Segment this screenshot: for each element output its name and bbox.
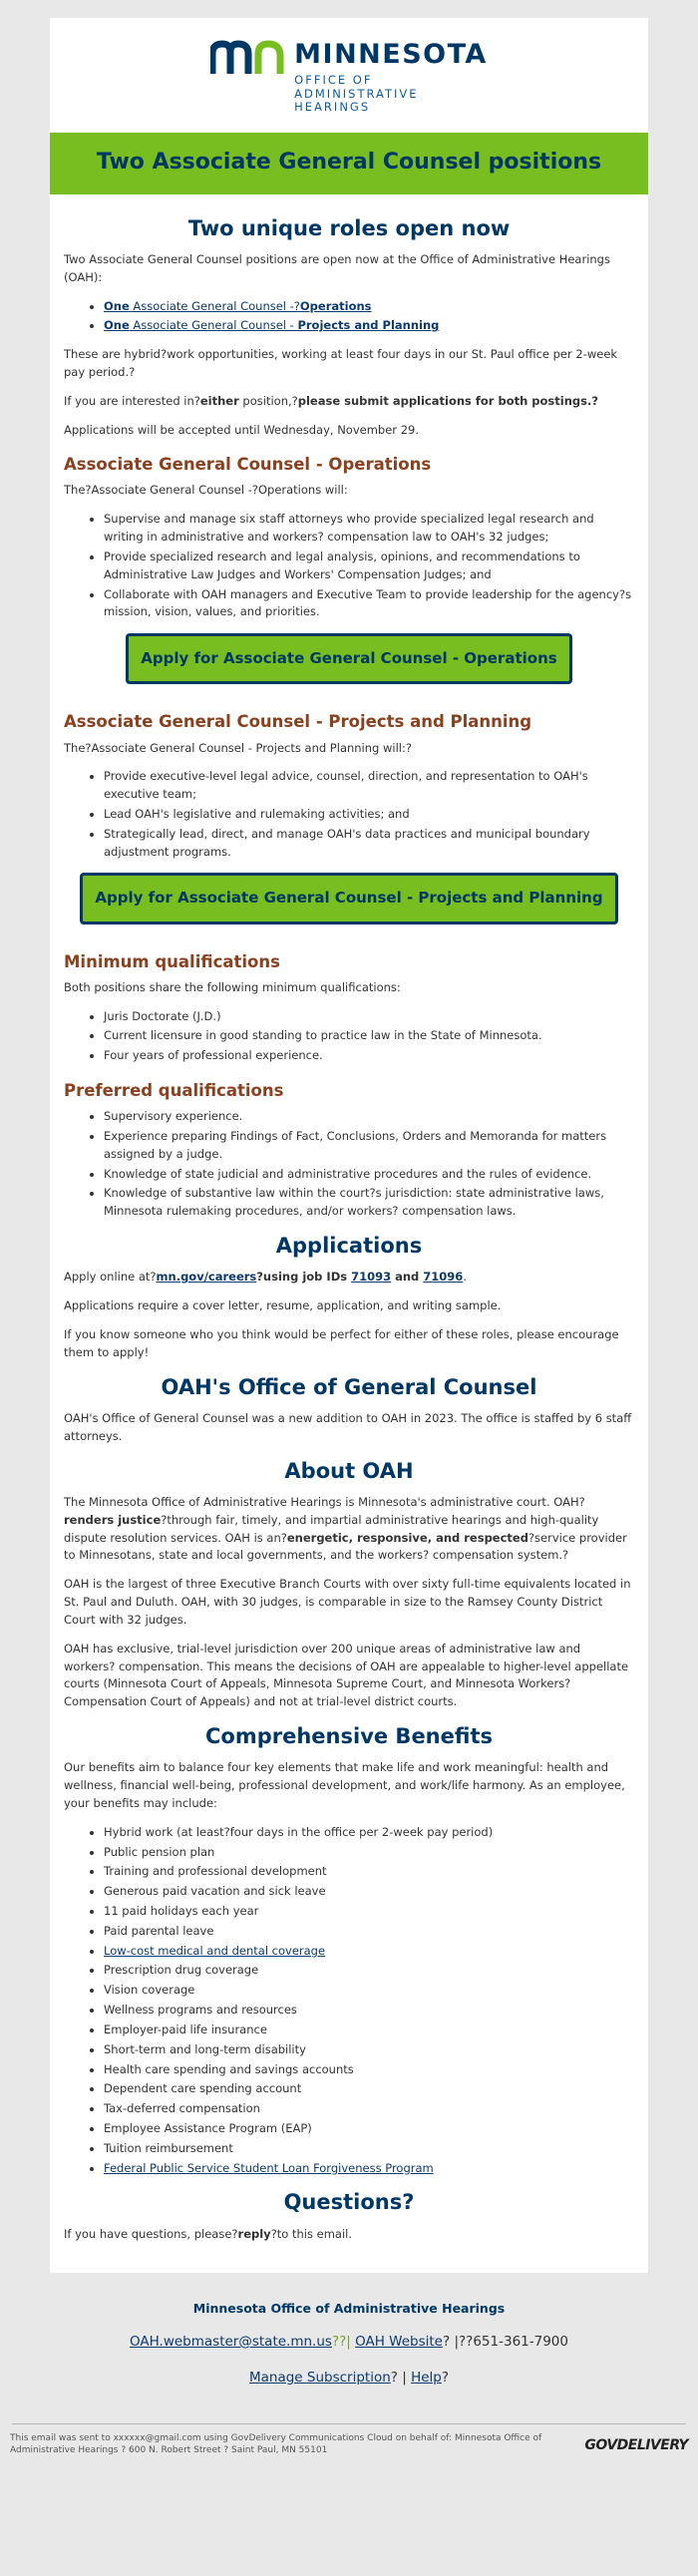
list-item: • Tax-deferred compensation bbox=[104, 2100, 634, 2118]
header bbox=[50, 18, 648, 133]
list-item: • Health care spending and savings accounts bbox=[104, 2061, 634, 2079]
list-item: • Employee Assistance Program (EAP) bbox=[104, 2120, 634, 2138]
mn-logo-icon bbox=[210, 40, 284, 76]
sent-to-text: This email was sent to xxxxxx@gmail.com using GovDelivery Communications Cloud on behalf of: Minnesota Office of Administrative Hearings ? 600 N. Robert Street ? Saint Paul, MN 55101 bbox=[10, 2432, 542, 2456]
list-item: • Supervisory experience. bbox=[104, 1108, 634, 1126]
list-item: • Provide specialized research and legal analysis, opinions, and recommendations to Administrative Law Judges and Workers' Compensation Judges; and bbox=[104, 549, 634, 584]
list-item: • Experience preparing Findings of Fact, Conclusions, Orders and Memoranda for matters assigned by a judge. bbox=[104, 1128, 634, 1164]
pref-qual-list bbox=[64, 1108, 634, 1221]
ogc-text: OAH's Office of General Counsel was a new addition to OAH in 2023. The office is staffed by 6 staff attorneys. bbox=[64, 1410, 632, 1443]
logo-wordmark: MINNESOTA bbox=[294, 39, 488, 70]
list-item: • Supervise and manage six staff attorneys who provide specialized legal research and writing in administrative and workers? compensation law to OAH's 32 judges; bbox=[104, 511, 634, 547]
list-item: • Collaborate with OAH managers and Executive Team to provide leadership for the agency?s mission, vision, values, and priorities. bbox=[104, 586, 634, 622]
projects-duties bbox=[64, 768, 634, 861]
list-item: • Wellness programs and resources bbox=[104, 2002, 634, 2020]
operations-heading: Associate General Counsel - Operations bbox=[64, 455, 432, 475]
projects-lead: The?Associate General Counsel - Projects and Planning will:? bbox=[64, 740, 412, 755]
encourage-text: If you know someone who you think would be perfect for either of these roles, please encourage them to apply! bbox=[64, 1326, 619, 1359]
job-id-2-link[interactable]: 71096 bbox=[423, 1270, 464, 1285]
email-card bbox=[50, 18, 648, 2273]
list-item bbox=[104, 317, 634, 335]
projects-heading: Associate General Counsel - Projects and Planning bbox=[64, 712, 532, 732]
footer-manage-line: Manage Subscription? | Help? bbox=[248, 2369, 450, 2386]
intro-heading: Two unique roles open now bbox=[187, 215, 511, 240]
list-item: • Prescription drug coverage bbox=[104, 1962, 634, 1980]
list-item: • Dependent care spending account bbox=[104, 2080, 634, 2098]
pref-qual-heading: Preferred qualifications bbox=[64, 1080, 284, 1100]
min-qual-lead: Both positions share the following minimum qualifications: bbox=[64, 979, 401, 994]
list-item: • Public pension plan bbox=[104, 1844, 634, 1862]
oah-logo bbox=[210, 40, 488, 115]
questions-text: If you have questions, please?reply?to this email. bbox=[64, 2226, 353, 2241]
operations-posting-link[interactable]: One Associate General Counsel -?Operations bbox=[104, 298, 372, 313]
list-item: • Four years of professional experience. bbox=[104, 1047, 634, 1065]
list-item: • Strategically lead, direct, and manage OAH's data practices and municipal boundary adjustment programs. bbox=[104, 826, 634, 862]
webmaster-email-link[interactable]: OAH.webmaster@state.mn.us bbox=[130, 2333, 332, 2350]
list-item: • Current licensure in good standing to practice law in the State of Minnesota. bbox=[104, 1027, 634, 1045]
apply-online-text: Apply online at?mn.gov/careers?using job IDs 71093 and 71096. bbox=[64, 1270, 467, 1285]
list-item: • Provide executive-level legal advice, counsel, direction, and representation to OAH's executive team; bbox=[104, 768, 634, 804]
medical-coverage-link[interactable]: Low-cost medical and dental coverage bbox=[104, 1943, 326, 1958]
projects-posting-link[interactable]: One Associate General Counsel - Projects and Planning bbox=[104, 318, 440, 333]
list-item: • Vision coverage bbox=[104, 1982, 634, 2000]
manage-subscription-link[interactable]: Manage Subscription bbox=[248, 2369, 391, 2386]
job-id-1-link[interactable]: 71093 bbox=[351, 1270, 392, 1285]
title-banner: Two Associate General Counsel positions bbox=[50, 133, 648, 194]
min-qual-heading: Minimum qualifications bbox=[64, 951, 280, 971]
about-text-2: OAH is the largest of three Executive Branch Courts with over sixty full-time equivalents located in St. Paul and Duluth. OAH, with 30 judges, is comparable in size to the Ramsey County District Court with 32 judges. bbox=[64, 1577, 631, 1627]
logo-sub-2: ADMINISTRATIVE bbox=[294, 86, 419, 101]
legal-footer bbox=[0, 2424, 698, 2469]
applications-heading: Applications bbox=[275, 1233, 423, 1258]
intro-text: Two Associate General Counsel positions are open now at the Office of Administrative Hearings (OAH): bbox=[64, 251, 610, 284]
logo-sub-1: OFFICE OF bbox=[294, 73, 373, 87]
apply-projects-button[interactable]: Apply for Associate General Counsel - Projects and Planning bbox=[80, 873, 617, 923]
footer-contact-line: OAH.webmaster@state.mn.us??| OAH Website? |??651-361-7900 bbox=[130, 2333, 568, 2350]
questions-heading: Questions? bbox=[283, 2190, 415, 2215]
about-heading: About OAH bbox=[284, 1458, 414, 1483]
operations-duties bbox=[64, 511, 634, 621]
hybrid-text: These are hybrid?work opportunities, working at least four days in our St. Paul office per 2-week pay period.? bbox=[64, 347, 618, 379]
email-body bbox=[50, 194, 648, 2273]
list-item bbox=[104, 1943, 634, 1961]
positions-list bbox=[64, 298, 634, 336]
list-item: • Training and professional development bbox=[104, 1863, 634, 1881]
list-item: • Juris Doctorate (J.D.) bbox=[104, 1008, 634, 1026]
about-text-1: The Minnesota Office of Administrative Hearings is Minnesota's administrative court. OAH?renders justice?through fair, timely, and impartial administrative hearings and high-quality dispute resolution services. OAH is an?energetic, responsive, and respected?service provider to Minnesotans, state and local governments, and the workers? compensation system.? bbox=[64, 1495, 627, 1563]
list-item: • Knowledge of state judicial and administrative procedures and the rules of evidence. bbox=[104, 1166, 634, 1184]
list-item bbox=[104, 298, 634, 316]
min-qual-list bbox=[64, 1008, 634, 1065]
list-item bbox=[104, 2160, 634, 2178]
apply-operations-button[interactable]: Apply for Associate General Counsel - Operations bbox=[126, 633, 571, 684]
list-item: • Tuition reimbursement bbox=[104, 2140, 634, 2158]
list-item: • 11 paid holidays each year bbox=[104, 1903, 634, 1921]
govdelivery-logo: GOVDELIVERY bbox=[584, 2436, 688, 2453]
list-item: • Hybrid work (at least?four days in the office per 2-week pay period) bbox=[104, 1824, 634, 1842]
footer-org-name: Minnesota Office of Administrative Hearings bbox=[192, 2300, 506, 2316]
operations-lead: The?Associate General Counsel -?Operations will: bbox=[64, 483, 348, 498]
ogc-heading: OAH's Office of General Counsel bbox=[161, 1374, 537, 1399]
careers-link[interactable]: mn.gov/careers bbox=[156, 1270, 257, 1285]
list-item: • Short-term and long-term disability bbox=[104, 2041, 634, 2059]
email-footer bbox=[0, 2273, 698, 2423]
benefits-heading: Comprehensive Benefits bbox=[205, 1723, 493, 1748]
help-link[interactable]: Help bbox=[411, 2369, 442, 2386]
oah-website-link[interactable]: OAH Website bbox=[355, 2333, 443, 2350]
list-item: • Generous paid vacation and sick leave bbox=[104, 1883, 634, 1901]
list-item: • Employer-paid life insurance bbox=[104, 2022, 634, 2039]
list-item: • Knowledge of substantive law within the court?s jurisdiction: state administrative laws, Minnesota rulemaking procedures, and/or workers? compensation laws. bbox=[104, 1185, 634, 1221]
requirements-text: Applications require a cover letter, resume, application, and writing sample. bbox=[64, 1298, 502, 1313]
list-item: • Lead OAH's legislative and rulemaking activities; and bbox=[104, 806, 634, 824]
benefits-intro: Our benefits aim to balance four key elements that make life and work meaningful: health and wellness, financial well-being, professional development, and work/life harmony. As an employee, your benefits may include: bbox=[64, 1760, 625, 1810]
about-text-3: OAH has exclusive, trial-level jurisdiction over 200 unique areas of administrative law and workers? compensation. This means the decisions of OAH are appealable to higher-level appellate courts (Minnesota Court of Appeals, Minnesota Supreme Court, and Minnesota Workers? Compensation Court of Appeals) and not at trial-level district courts. bbox=[64, 1641, 629, 1709]
deadline-text: Applications will be accepted until Wednesday, November 29. bbox=[64, 422, 419, 437]
apply-both-text: If you are interested in?either position,?please submit applications for both postings.? bbox=[64, 393, 599, 408]
loan-forgiveness-link[interactable]: Federal Public Service Student Loan Forgiveness Program bbox=[104, 2160, 434, 2175]
benefits-list bbox=[64, 1824, 634, 2178]
list-item: • Paid parental leave bbox=[104, 1923, 634, 1941]
logo-sub-3: HEARINGS bbox=[294, 100, 371, 114]
